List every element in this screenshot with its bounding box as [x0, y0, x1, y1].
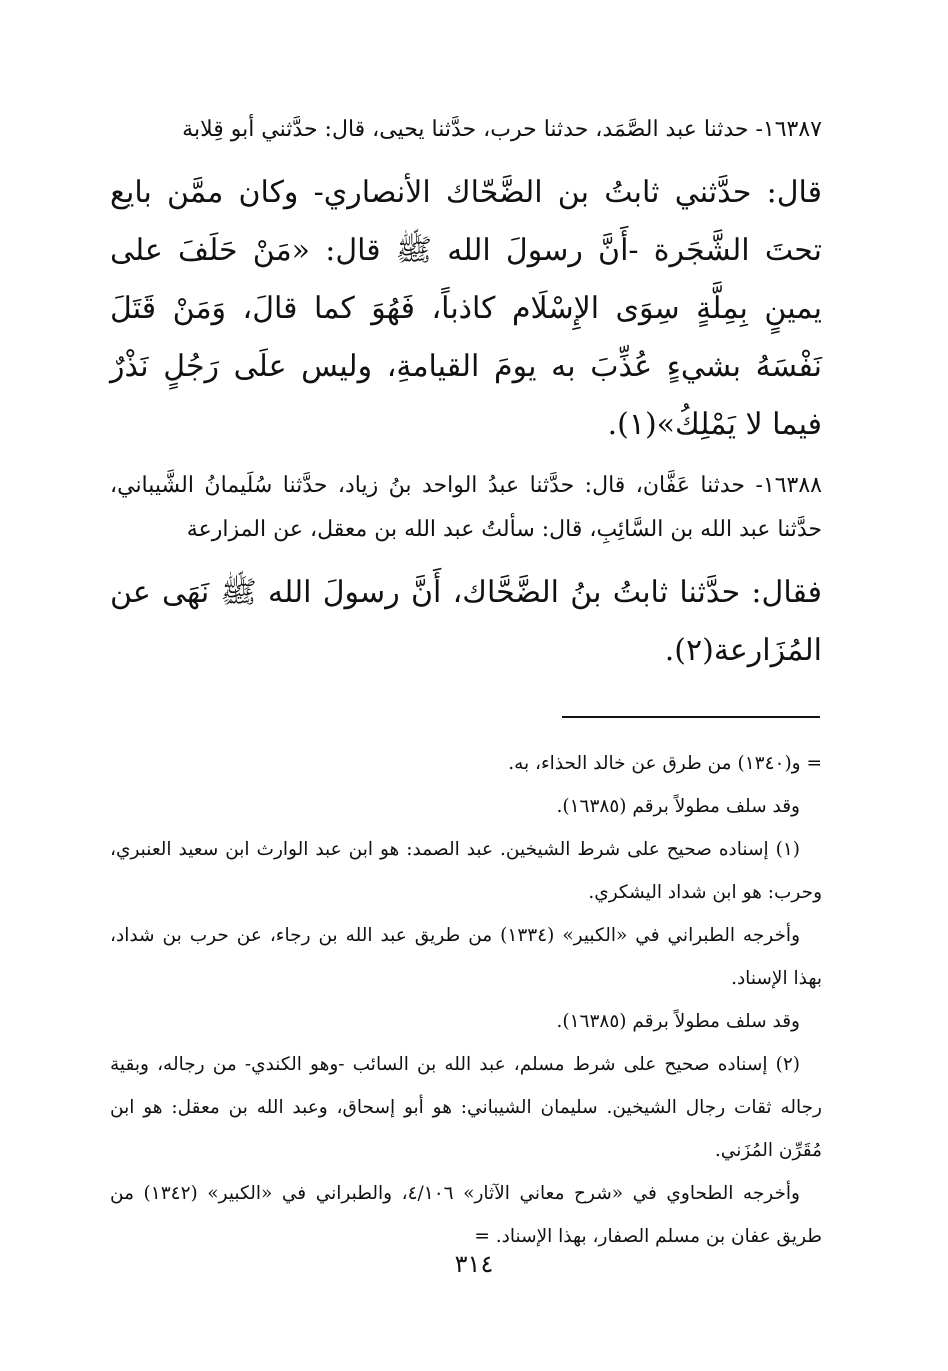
- footnotes: [110, 742, 822, 1258]
- footnote-1: (١) إسناده صحيح على شرط الشيخين. عبد الصمد: هو ابن عبد الوارث ابن سعيد العنبري، وحرب: هو ابن شداد اليشكري.: [110, 839, 822, 903]
- footnote-1-paragraph: وأخرجه الطبراني في «الكبير» (١٣٣٤) من طريق عبد الله بن رجاء، عن حرب بن شداد، بهذا الإسناد.: [110, 925, 822, 989]
- page-number: ٣١٤: [454, 1250, 494, 1278]
- footnote-1-paragraph: وقد سلف مطولاً برقم (١٦٣٨٥).: [556, 1011, 800, 1032]
- main-text: [110, 108, 822, 690]
- hadith-16388-matn: فقال: حدَّثنا ثابتُ بنُ الضَّحَّاك، أَنَّ رسولَ الله ﷺ نَهَى عن المُزَارعة(٢).: [110, 575, 822, 668]
- footnote-2: (٢) إسناده صحيح على شرط مسلم، عبد الله بن السائب -وهو الكندي- من رجاله، وبقية رجاله ثقات رجال الشيخين. سليمان الشيباني: هو أبو إسحاق، وعبد الله بن معقل: هو ابن مُقَرِّن المُزَني.: [110, 1054, 822, 1161]
- footnote-continuation: = و(١٣٤٠) من طرق عن خالد الحذاء، به.: [508, 753, 822, 774]
- footnote-continuation: وقد سلف مطولاً برقم (١٦٣٨٥).: [556, 796, 800, 817]
- footnote-2-paragraph: وأخرجه الطحاوي في «شرح معاني الآثار» ٤/١٠٦، والطبراني في «الكبير» (١٣٤٢) من طريق عفان بن مسلم الصفار، بهذا الإسناد. =: [110, 1183, 822, 1247]
- hadith-16387-matn: قال: حدَّثني ثابتُ بن الضَّحّاك الأنصاري- وكان ممَّن بايع تحتَ الشَّجَرة -أَنَّ رسولَ الله ﷺ قال: «مَنْ حَلَفَ على يمينٍ بِمِلَّةٍ سِوَى الإِسْلَام كاذباً، فَهُوَ كما قالَ، وَمَنْ قَتَلَ نَفْسَهُ بشيءٍ عُذِّبَ به يومَ القيامةِ، وليس علَى رَجُلٍ نَذْرٌ فيما لا يَمْلِكُ»(١).: [110, 175, 822, 442]
- hadith-16388-isnad: ١٦٣٨٨- حدثنا عَفَّان، قال: حدَّثنا عبدُ الواحد بنُ زياد، حدَّثنا سُلَيمانُ الشَّيباني، حدَّثنا عبد الله بن السَّائِبِ، قال: سألتُ عبد الله بن معقل، عن المزارعة: [110, 473, 822, 542]
- hadith-16387-isnad: ١٦٣٨٧- حدثنا عبد الصَّمَد، حدثنا حرب، حدَّثنا يحيى، قال: حدَّثني أبو قِلابة: [182, 117, 822, 142]
- footnote-separator: [562, 716, 820, 718]
